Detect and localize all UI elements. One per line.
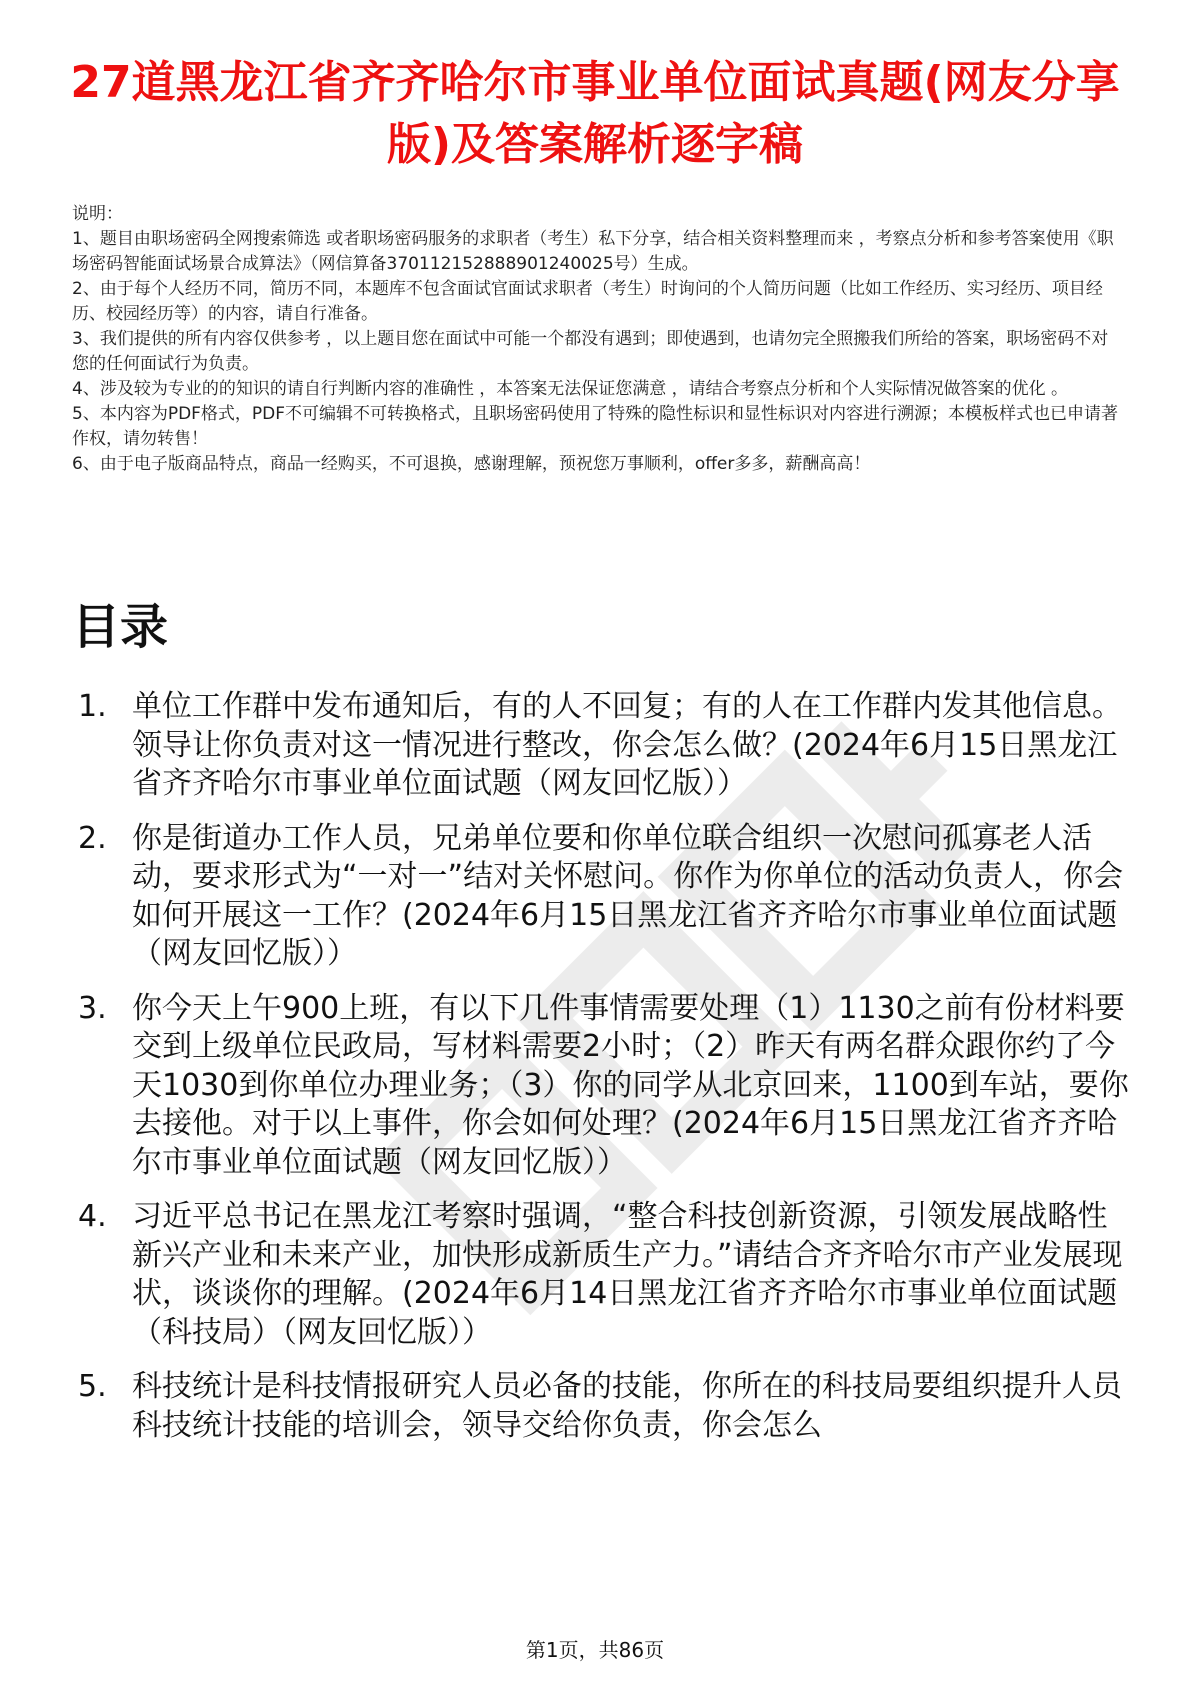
toc-item-text[interactable]: 你今天上午900上班，有以下几件事情需要处理（1）1130之前有份材料要交到上级单位民政局，写材料需要2小时；（2）昨天有两名群众跟你约了今天1030到你单位办理业务；（3）你的同学从北京回来，1100到车站，要你去接他。对于以上事件，你会如何处理？(2024年6月15日黑龙江省齐齐哈尔市事业单位面试题（网友回忆版）） [132, 990, 1129, 1180]
toc-item-number: 3. [78, 990, 107, 1026]
note-item: 3、我们提供的所有内容仅供参考 ，以上题目您在面试中可能一个都没有遇到；即使遇到，也请勿完全照搬我们所给的答案，职场密码不对您的任何面试行为负责。 [72, 329, 1109, 374]
note-item: 5、本内容为PDF格式，PDF不可编辑不可转换格式，且职场密码使用了特殊的隐性标识和显性标识对内容进行溯源；本模板样式也已申请著作权，请勿转售！ [72, 404, 1119, 449]
note-item: 4、涉及较为专业的的知识的请自行判断内容的准确性 ，本答案无法保证您满意 ，请结合考察点分析和个人实际情况做答案的优化 。 [72, 379, 1069, 399]
toc-item[interactable] [72, 990, 1132, 1183]
toc-heading: 目录 [72, 599, 169, 655]
toc-item[interactable] [72, 1198, 1132, 1352]
toc-item[interactable] [72, 820, 1132, 974]
toc-item-text[interactable]: 习近平总书记在黑龙江考察时强调，“整合科技创新资源，引领发展战略性新兴产业和未来产业，加快形成新质生产力。”请结合齐齐哈尔市产业发展现状，谈谈你的理解。(2024年6月14日黑龙江省齐齐哈尔市事业单位面试题（科技局）（网友回忆版）） [132, 1199, 1123, 1350]
notes-heading: 说明： [72, 204, 123, 224]
toc-item-text[interactable]: 单位工作群中发布通知后，有的人不回复；有的人在工作群内发其他信息。领导让你负责对这一情况进行整改，你会怎么做？(2024年6月15日黑龙江省齐齐哈尔市事业单位面试题（网友回忆版）） [132, 689, 1122, 801]
toc-list [72, 688, 1132, 1461]
note-item: 6、由于电子版商品特点，商品一经购买，不可退换，感谢理解，预祝您万事顺利，offer多多，薪酬高高！ [72, 454, 871, 474]
toc-item-number: 5. [78, 1369, 107, 1404]
document-title: 27道黑龙江省齐齐哈尔市事业单位面试真题(网友分享版)及答案解析逐字稿 [70, 57, 1120, 170]
toc-item-text[interactable]: 科技统计是科技情报研究人员必备的技能，你所在的科技局要组织提升人员科技统计技能的培训会，领导交给你负责，你会怎么 [132, 1369, 1122, 1443]
toc-item-number: 2. [78, 820, 107, 856]
note-item: 1、题目由职场密码全网搜索筛选 或者职场密码服务的求职者（考生）私下分享，结合相关资料整理而来 ，考察点分析和参考答案使用《职场密码智能面试场景合成算法》（网信算备370112152888901240025号）生成。 [72, 229, 1114, 274]
toc-item[interactable] [72, 1368, 1132, 1445]
toc-item-number: 1. [78, 689, 107, 724]
toc-item-text[interactable]: 你是街道办工作人员，兄弟单位要和你单位联合组织一次慰问孤寡老人活动，要求形式为“一对一”结对关怀慰问。你作为你单位的活动负责人，你会如何开展这一工作？(2024年6月15日黑龙江省齐齐哈尔市事业单位面试题（网友回忆版）） [132, 820, 1124, 971]
disclaimer-notes [72, 202, 1122, 477]
page-footer: 第1页，共86页 [525, 1638, 665, 1662]
note-item: 2、由于每个人经历不同，简历不同，本题库不包含面试官面试求职者（考生）时询问的个人简历问题（比如工作经历、实习经历、项目经历、校园经历等）的内容，请自行准备。 [72, 279, 1103, 324]
toc-item[interactable] [72, 688, 1132, 804]
toc-item-number: 4. [78, 1199, 107, 1234]
